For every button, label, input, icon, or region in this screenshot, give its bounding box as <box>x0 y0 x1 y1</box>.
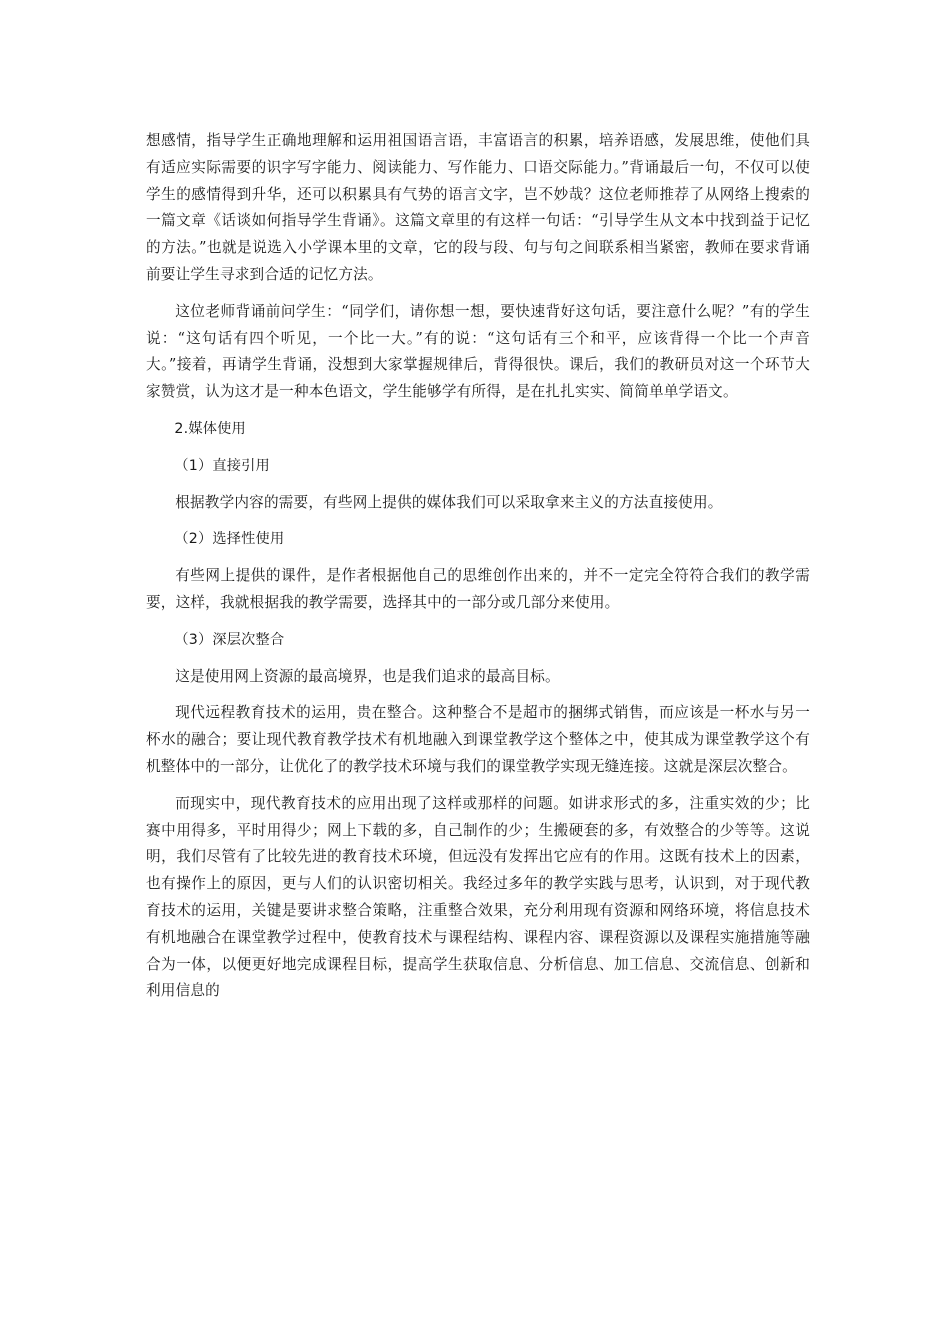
subheading-deep-integration: （3）深层次整合 <box>174 631 285 648</box>
paragraph-reality-problems: 而现实中，现代教育技术的应用出现了这样或那样的问题。如讲求形式的多，注重实效的少；比赛中用得多，平时用得少；网上下载的多，自己制作的少；生搬硬套的多，有效整合的少等等。这说明，我们尽管有了比较先进的教育技术环境，但远没有发挥出它应有的作用。这既有技术上的因素，也有操作上的原因，更与人们的认识密切相关。我经过多年的教学实践与思考，认识到，对于现代教育技术的运用，关键是要讲求整合策略，注重整合效果，充分利用现有资源和网络环境，将信息技术有机地融合在课堂教学过程中，使教育技术与课程结构、课程内容、课程资源以及课程实施措施等融合为一体，以便更好地完成课程目标，提高学生获取信息、分析信息、加工信息、交流信息、创新和利用信息的 <box>146 794 810 1000</box>
paragraph-direct-quote: 根据教学内容的需要，有些网上提供的媒体我们可以采取拿来主义的方法直接使用。 <box>175 493 723 511</box>
paragraph-continued: 想感情，指导学生正确地理解和运用祖国语言语，丰富语言的积累，培养语感，发展思维，使他们具有适应实际需要的识字写字能力、阅读能力、写作能力、口语交际能力。”背诵最后一句，不仅可以使学生的感情得到升华，还可以积累具有气势的语言文字，岂不妙哉？这位老师推荐了从网络上搜索的一篇文章《话谈如何指导学生背诵》。这篇文章里的有这样一句话：“引导学生从文本中找到益于记忆的方法。”也就是说选入小学课本里的文章，它的段与段、句与句之间联系相当紧密，教师在要求背诵前要让学生寻求到合适的记忆方法。 <box>146 132 810 283</box>
document-body <box>146 128 810 1015</box>
subheading-selective-use: （2）选择性使用 <box>174 531 285 548</box>
section-heading-media-use: 2.媒体使用 <box>174 420 246 437</box>
paragraph-teacher-question: 这位老师背诵前问学生：“同学们，请你想一想，要快速背好这句话，要注意什么呢？”有的学生说：“这句话有四个听见，一个比一大。”有的说：“这句话有三个和平，应该背得一个比一个声音大。”接着，再请学生背诵，没想到大家掌握规律后，背得很快。课后，我们的教研员对这一个环节大家赞赏，认为这才是一种本色语文，学生能够学有所得，是在扎扎实实、简简单单学语文。 <box>146 302 810 401</box>
paragraph-deep-integration: 这是使用网上资源的最高境界，也是我们追求的最高目标。 <box>175 667 560 685</box>
paragraph-integration-explained: 现代远程教育技术的运用，贵在整合。这种整合不是超市的捆绑式销售，而应该是一杯水与另一杯水的融合；要让现代教育教学技术有机地融入到课堂教学这个整体之中，使其成为课堂教学这个有机整体中的一部分，让优化了的教学技术环境与我们的课堂教学实现无缝连接。这就是深层次整合。 <box>146 704 810 775</box>
paragraph-selective-use: 有些网上提供的课件，是作者根据他自己的思维创作出来的，并不一定完全符符合我们的教学需要，这样，我就根据我的教学需要，选择其中的一部分或几部分来使用。 <box>146 567 810 611</box>
subheading-direct-quote: （1）直接引用 <box>174 457 270 474</box>
